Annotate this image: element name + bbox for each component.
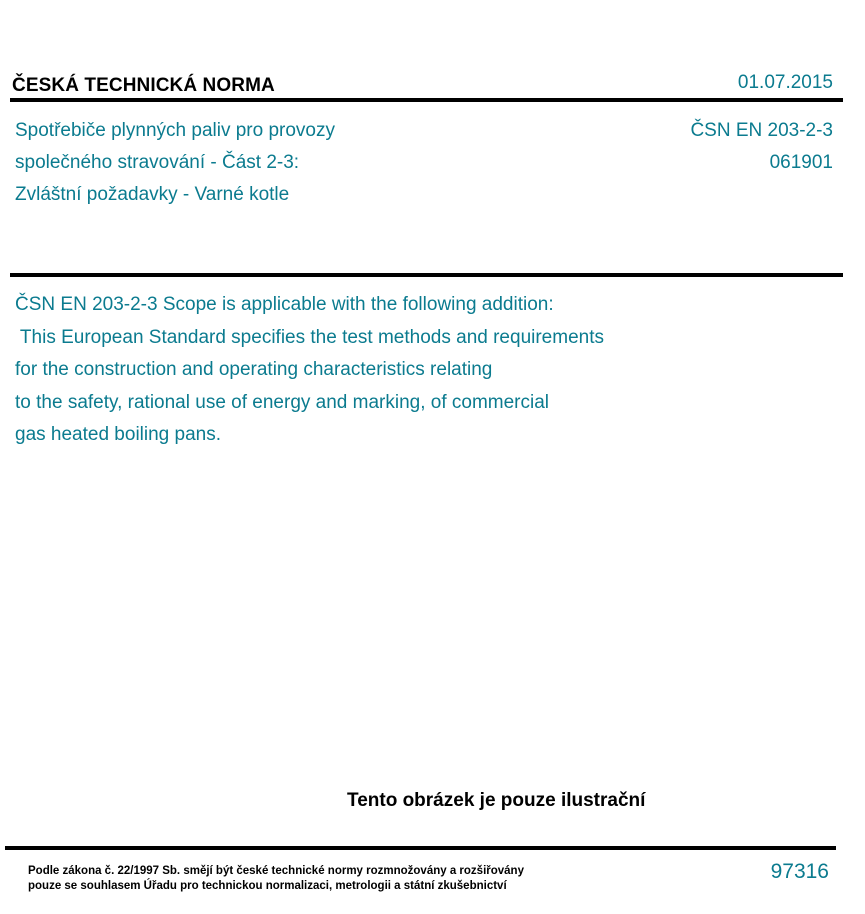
order-number: 97316	[770, 860, 829, 883]
standard-code: ČSN EN 203-2-3	[690, 120, 833, 141]
legal-notice	[28, 864, 524, 894]
legal-line: pouze se souhlasem Úřadu pro technickou normalizaci, metrologii a státní zkušebnictví	[28, 880, 507, 892]
document-heading: ČESKÁ TECHNICKÁ NORMA	[12, 75, 275, 96]
issue-date: 01.07.2015	[737, 72, 833, 93]
divider-bottom	[5, 846, 836, 850]
divider-top	[10, 98, 843, 102]
standard-title	[15, 115, 335, 211]
illustration-notice: Tento obrázek je pouze ilustrační	[347, 790, 646, 811]
standard-title-line: Zvláštní požadavky - Varné kotle	[15, 184, 290, 205]
scope-line: gas heated boiling pans.	[15, 424, 221, 445]
scope-text	[15, 289, 604, 452]
standard-identifiers	[690, 115, 833, 179]
scope-line: for the construction and operating characteristics relating	[15, 359, 493, 380]
standard-title-line: společného stravování - Část 2-3:	[15, 152, 300, 173]
scope-line: This European Standard specifies the test methods and requirements	[15, 326, 604, 348]
divider-middle	[10, 273, 843, 277]
standard-title-line: Spotřebiče plynných paliv pro provozy	[15, 120, 336, 141]
classification-number: 061901	[769, 152, 833, 173]
legal-line: Podle zákona č. 22/1997 Sb. smějí být české technické normy rozmnožovány a rozšiřovány	[28, 865, 524, 877]
scope-line: ČSN EN 203-2-3 Scope is applicable with the following addition:	[15, 294, 554, 315]
scope-line: to the safety, rational use of energy and marking, of commercial	[15, 391, 550, 413]
